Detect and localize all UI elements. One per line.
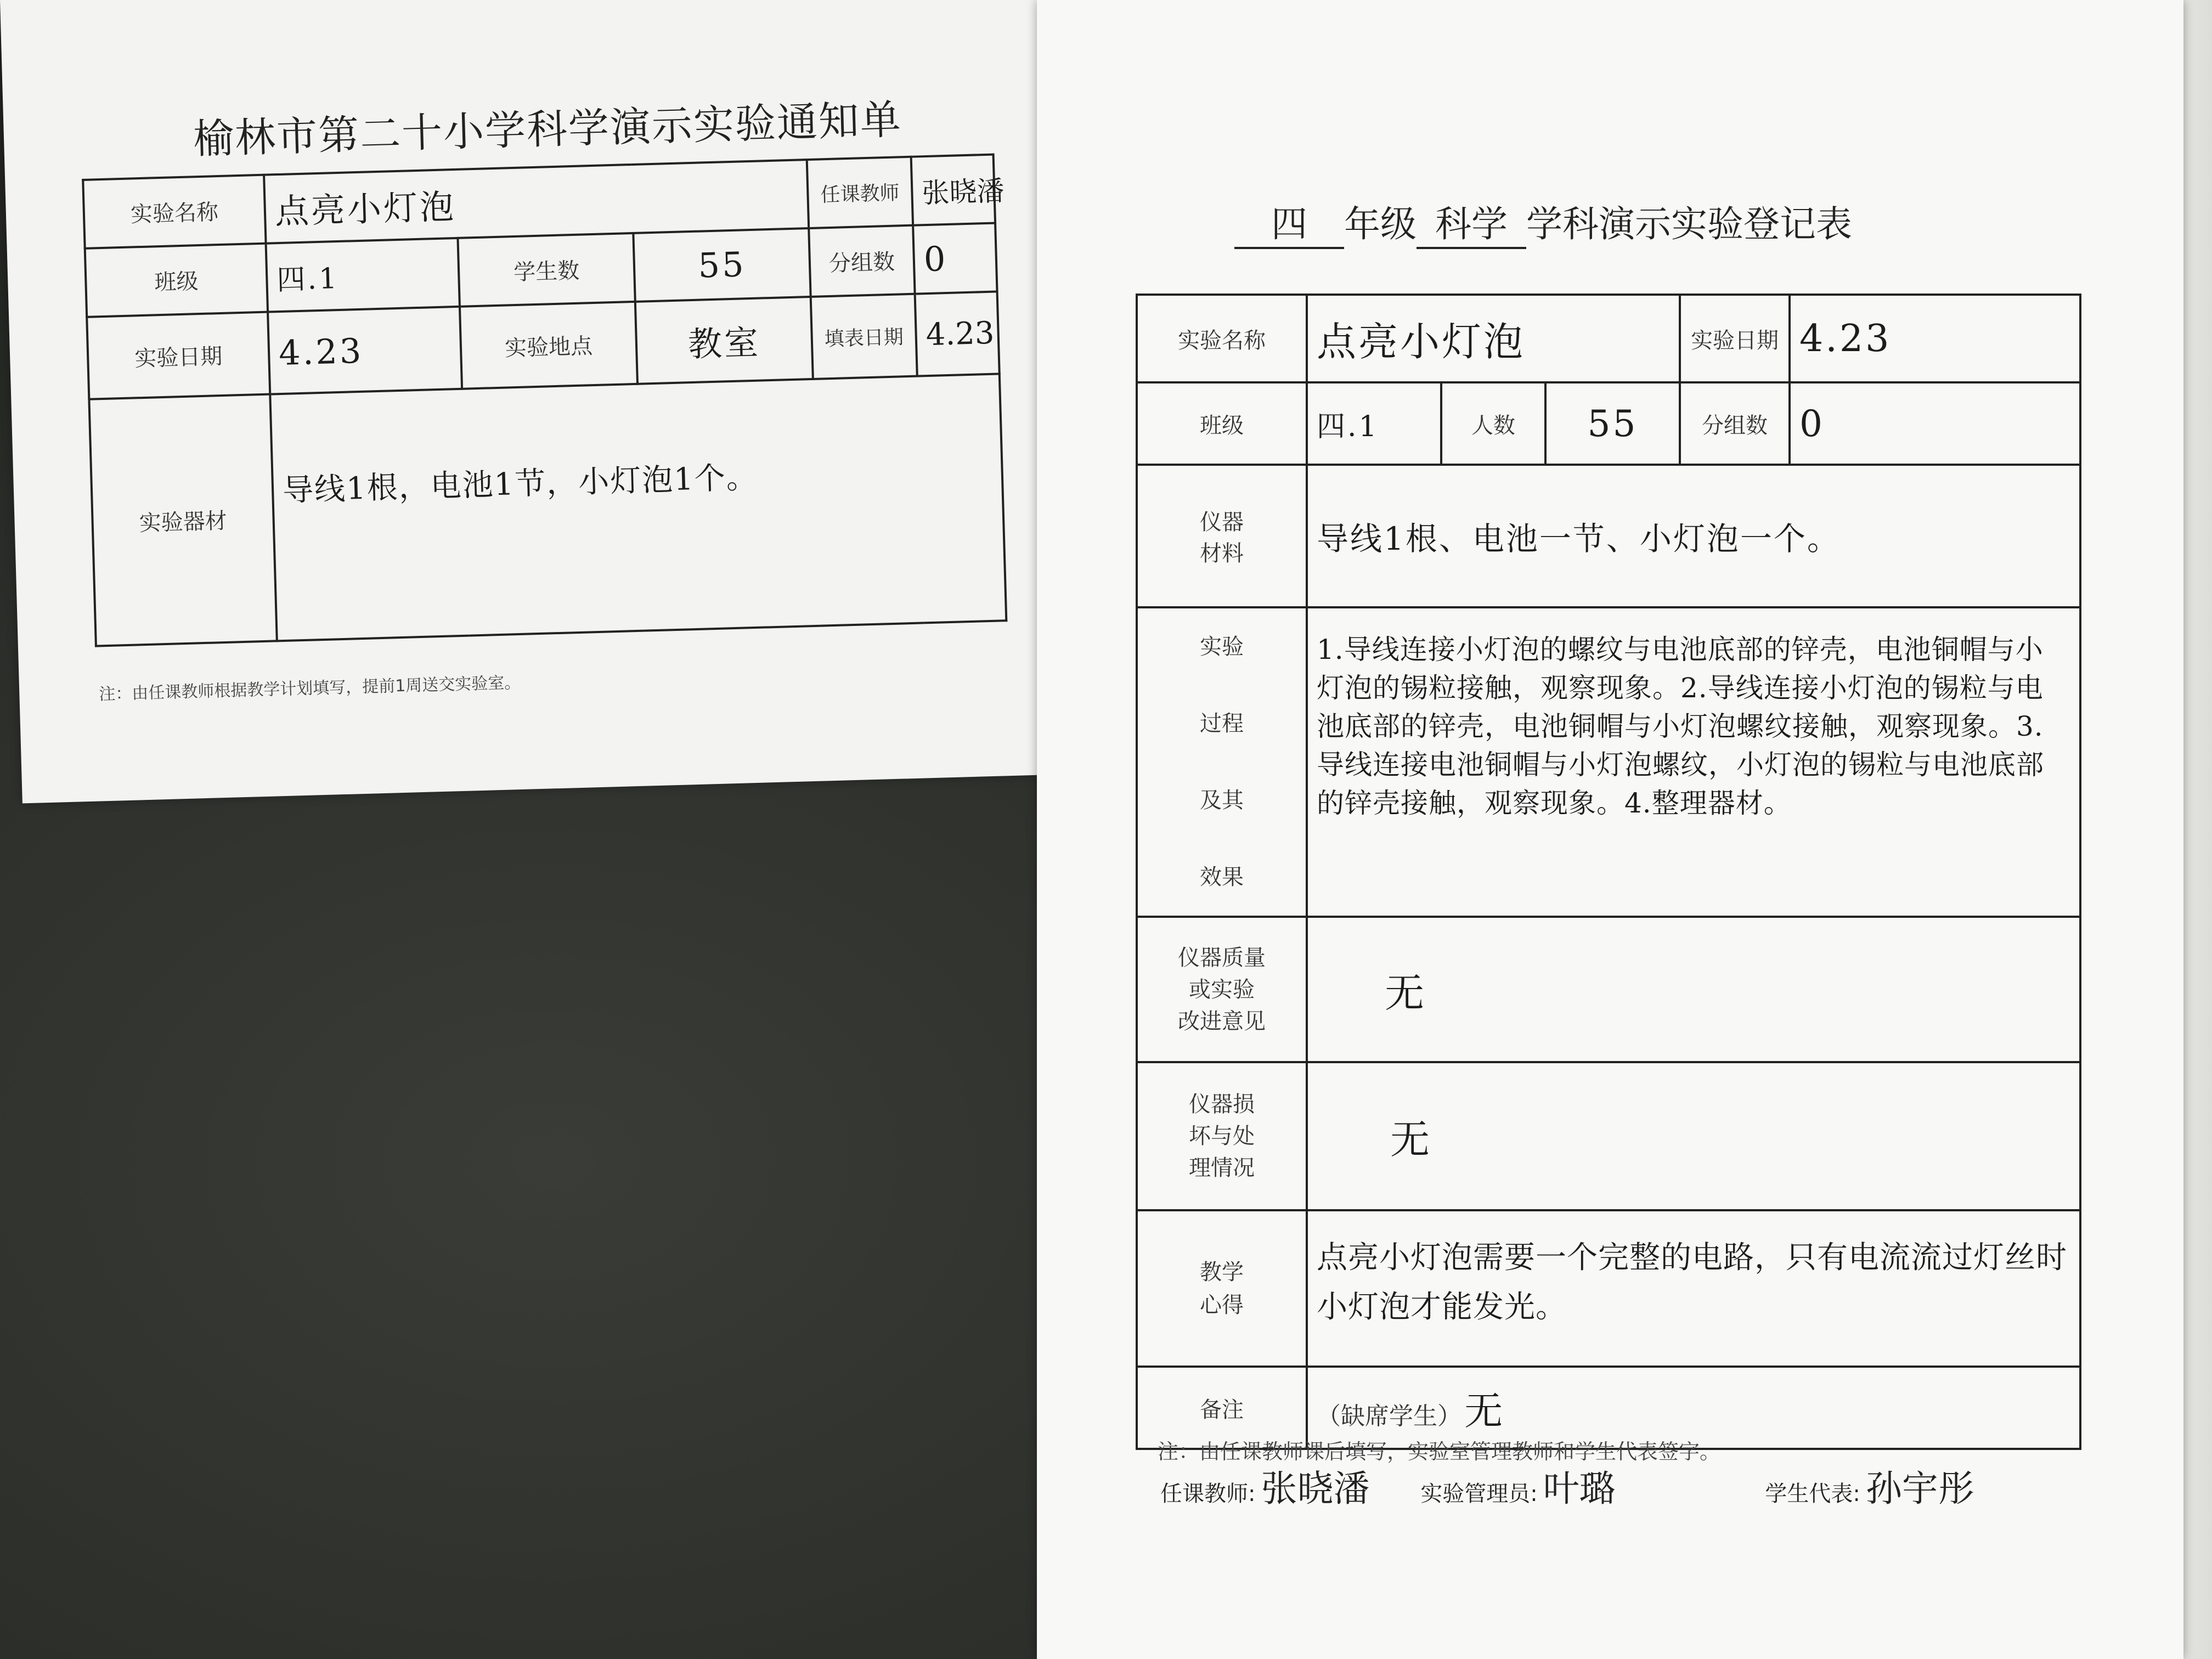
register-sheet xyxy=(1037,0,2183,1659)
register-grade-suffix: 年级 xyxy=(1344,203,1417,245)
student-sign-label: 学生代表: xyxy=(1765,1481,1860,1506)
notice-location-value: 教室 xyxy=(687,322,761,364)
notice-materials-label: 实验器材 xyxy=(89,394,276,646)
notice-name-label: 实验名称 xyxy=(83,175,266,249)
register-process-value: 1.导线连接小灯泡的螺纹与电池底部的锌壳，电池铜帽与小灯泡的锡粒接触，观察现象。2.导线连接小灯泡的锡粒与电池底部的锌壳，电池铜帽与小灯泡螺纹接触，观察现象。3.导线连接电池铜帽与小灯泡螺纹，小灯泡的锡粒与电池底部的锌壳接触，观察现象。4.整理器材。 xyxy=(1317,634,2044,819)
register-count-label: 人数 xyxy=(1441,382,1545,465)
register-reflection-label xyxy=(1137,1210,1307,1367)
register-damage-label-2: 坏与处 xyxy=(1189,1124,1255,1149)
register-footnote: 注：由任课教师课后填写，实验室管理教师和学生代表签字。 xyxy=(1158,1440,1721,1464)
notice-teacher-value: 张晓潘 xyxy=(921,174,1005,209)
notice-title: 榆林市第二十小学科学演示实验通知单 xyxy=(193,96,902,163)
register-class-label: 班级 xyxy=(1137,382,1307,465)
notice-groups-label: 分组数 xyxy=(809,225,915,297)
register-title xyxy=(1234,195,1852,249)
register-materials-label xyxy=(1137,465,1307,607)
register-process-label-1: 实验 xyxy=(1200,634,1244,659)
notice-students-value: 55 xyxy=(697,244,747,286)
register-reflection-label-1: 教学 xyxy=(1200,1259,1244,1285)
register-title-suffix: 学科演示实验登记表 xyxy=(1526,203,1852,245)
register-grade: 四 xyxy=(1234,195,1344,249)
register-damage-value: 无 xyxy=(1390,1116,1432,1163)
register-materials-label-1: 仪器 xyxy=(1200,510,1244,535)
notice-fill-date-label: 填表日期 xyxy=(811,294,917,379)
notice-class-label: 班级 xyxy=(85,244,268,317)
register-quality-label-1: 仪器质量 xyxy=(1178,945,1266,970)
register-subject: 科学 xyxy=(1417,195,1526,249)
register-name-value: 点亮小灯泡 xyxy=(1317,319,1526,365)
register-remarks-value: 无 xyxy=(1464,1388,1505,1434)
register-damage-label-1: 仪器损 xyxy=(1189,1092,1255,1117)
register-quality-label xyxy=(1137,917,1307,1062)
register-groups-value: 0 xyxy=(1799,402,1825,445)
register-process-label-4: 效果 xyxy=(1200,865,1244,890)
register-damage-label xyxy=(1137,1062,1307,1210)
register-reflection-label-2: 心得 xyxy=(1200,1292,1244,1318)
admin-sign-label: 实验管理员: xyxy=(1420,1481,1538,1506)
notice-table xyxy=(82,154,1007,647)
register-quality-label-3: 改进意见 xyxy=(1178,1008,1266,1034)
register-date-value: 4.23 xyxy=(1799,317,1892,360)
register-process-label-3: 及其 xyxy=(1200,788,1244,813)
register-damage-label-3: 理情况 xyxy=(1189,1155,1255,1181)
register-quality-value: 无 xyxy=(1385,969,1427,1016)
register-materials-label-2: 材料 xyxy=(1200,541,1244,566)
teacher-signature: 张晓潘 xyxy=(1261,1468,1370,1510)
register-reflection-value: 点亮小灯泡需要一个完整的电路，只有电流流过灯丝时小灯泡才能发光。 xyxy=(1317,1240,2067,1325)
admin-signature: 叶璐 xyxy=(1543,1468,1616,1510)
register-count-value: 55 xyxy=(1587,402,1638,445)
register-class-value: 四.1 xyxy=(1317,410,1379,443)
register-process-label-2: 过程 xyxy=(1200,711,1244,736)
notice-location-label: 实验地点 xyxy=(460,302,637,389)
notice-sheet xyxy=(0,0,1141,803)
register-groups-label: 分组数 xyxy=(1680,382,1790,465)
register-absent-label: （缺席学生） xyxy=(1317,1402,1462,1430)
notice-fill-date-value: 4.23 xyxy=(925,315,995,353)
register-process-label xyxy=(1137,607,1307,917)
notice-footnote: 注：由任课教师根据教学计划填写，提前1周送交实验室。 xyxy=(98,673,521,704)
notice-teacher-label: 任课教师 xyxy=(807,157,913,228)
teacher-sign-label: 任课教师: xyxy=(1160,1481,1256,1506)
student-signature: 孙宇彤 xyxy=(1865,1468,1974,1510)
register-name-label: 实验名称 xyxy=(1137,295,1307,382)
notice-date-value: 4.23 xyxy=(278,330,364,373)
notice-class-value: 四.1 xyxy=(276,262,340,297)
register-materials-value: 导线1根、电池一节、小灯泡一个。 xyxy=(1317,520,1841,557)
notice-groups-value: 0 xyxy=(923,238,949,280)
notice-students-label: 学生数 xyxy=(458,233,635,307)
notice-date-label: 实验日期 xyxy=(87,312,270,399)
register-table xyxy=(1136,294,2081,1450)
register-signature-row xyxy=(1160,1459,1974,1511)
register-remarks-label: 备注 xyxy=(1137,1367,1307,1449)
register-quality-label-2: 或实验 xyxy=(1189,977,1255,1002)
register-date-label: 实验日期 xyxy=(1680,295,1790,382)
notice-materials-value: 导线1根，电池1节，小灯泡1个。 xyxy=(282,459,759,509)
notice-name-value: 点亮小灯泡 xyxy=(274,186,456,232)
